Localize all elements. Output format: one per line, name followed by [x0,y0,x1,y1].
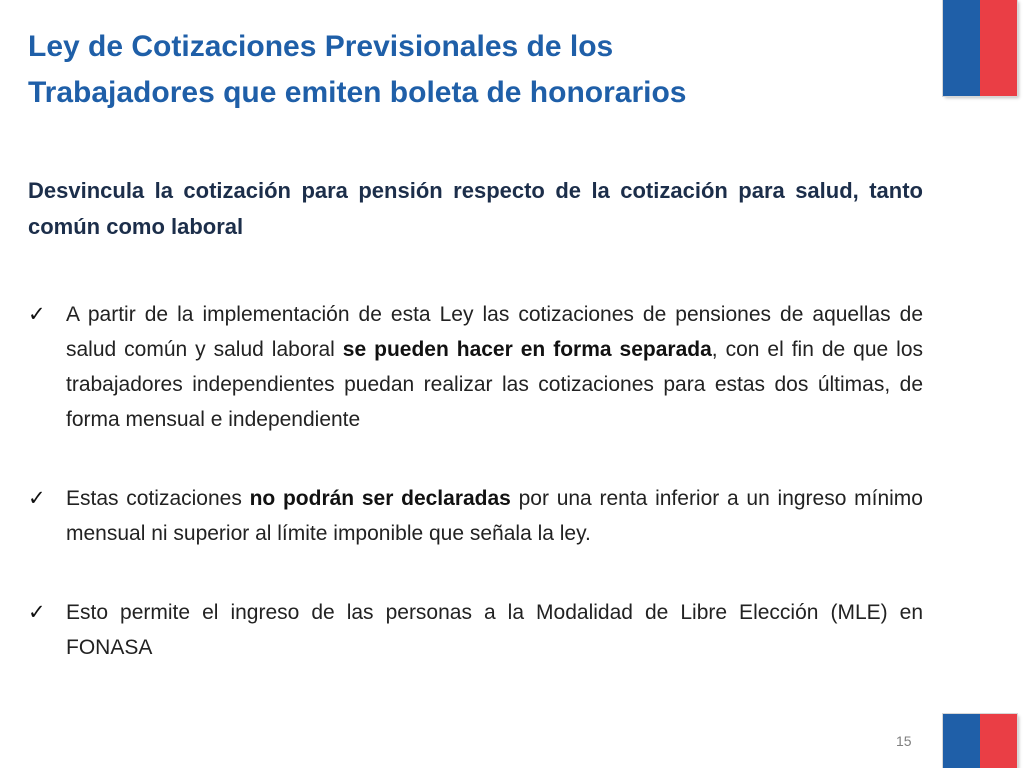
bullet-item-2 [28,481,923,551]
bullet-1-text-before: A partir de la implementación de esta Ley las cotizaciones de pensiones de aquellas de salud común y salud laboral [66,303,923,361]
flag-blue-band [943,714,980,768]
check-icon: ✓ [28,303,46,326]
bullet-item-3 [28,595,923,665]
chile-flag-stripe-bottom [943,714,1017,768]
check-icon: ✓ [28,487,46,510]
chile-flag-stripe-top [943,0,1017,96]
title-line-1: Ley de Cotizaciones Previsionales de los [28,30,614,63]
bullet-1-text-after: , con el fin de que los trabajadores independientes puedan realizar las cotizaciones para estas dos últimas, de forma mensual e independiente [66,338,924,431]
flag-red-band [980,0,1017,96]
bullet-3-text-before: Esto permite el ingreso de las personas a la Modalidad de Libre Elección (MLE) en FONASA [66,601,923,659]
slide-title [28,24,908,116]
flag-blue-band [943,0,980,96]
bullet-2-bold: no podrán ser declaradas [249,487,511,510]
bullet-1-bold: se pueden hacer en forma separada [342,338,712,361]
check-icon: ✓ [28,601,46,624]
flag-red-band [980,714,1017,768]
bullet-item-1 [28,297,923,437]
slide-subtitle: Desvincula la cotización para pensión respecto de la cotización para salud, tanto común como laboral [28,178,923,239]
bullet-2-text-before: Estas cotizaciones [66,487,250,510]
page-number: 15 [896,733,912,749]
title-line-2: Trabajadores que emiten boleta de honorarios [28,76,687,109]
bullet-list [28,297,923,665]
bullet-2-text-after: por una renta inferior a un ingreso mínimo mensual ni superior al límite imponible que señala la ley. [66,487,923,545]
